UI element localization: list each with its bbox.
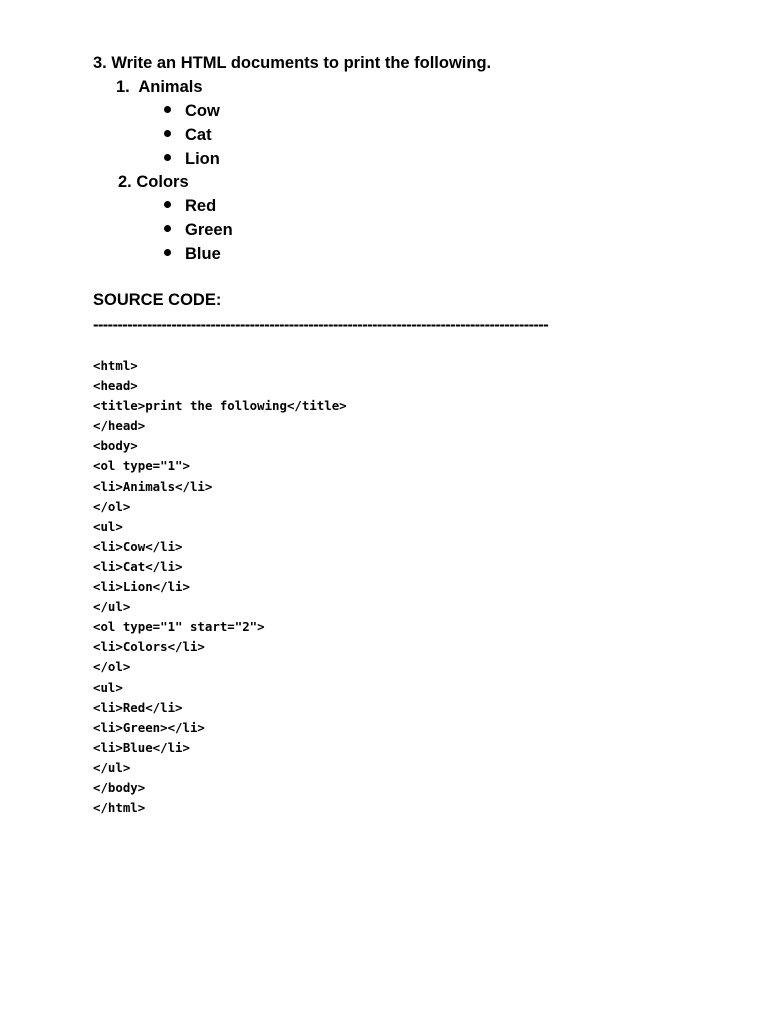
list-number: 2. xyxy=(118,173,132,191)
bullet-item-red xyxy=(164,194,216,218)
source-code-heading: SOURCE CODE: xyxy=(93,291,222,309)
numbered-item-colors xyxy=(118,170,189,194)
code-line: </body> xyxy=(93,779,146,795)
code-line: <li>Colors</li> xyxy=(93,639,205,655)
code-line: </ul> xyxy=(93,599,131,615)
separator-line: --------------------------------------------------------------------------------------------- xyxy=(93,316,549,334)
code-line: <head> xyxy=(93,378,138,394)
bullet-label: Cat xyxy=(185,126,212,144)
numbered-item-animals xyxy=(116,75,203,99)
bullet-item-green xyxy=(164,218,233,242)
bullet-label: Green xyxy=(185,221,233,239)
bullet-icon xyxy=(164,201,171,208)
code-line: <ul> xyxy=(93,679,123,695)
bullet-icon xyxy=(164,106,171,113)
bullet-icon xyxy=(164,130,171,137)
code-line: <li>Blue</li> xyxy=(93,739,190,755)
code-line: <body> xyxy=(93,438,138,454)
code-line: <ol type="1" start="2"> xyxy=(93,619,265,635)
bullet-item-blue xyxy=(164,242,221,266)
bullet-item-cow xyxy=(164,99,220,123)
code-line: </ol> xyxy=(93,498,131,514)
code-line: <ul> xyxy=(93,518,123,534)
code-line: <li>Green></li> xyxy=(93,719,205,735)
list-number: 1. xyxy=(116,78,130,96)
code-line: <li>Cat</li> xyxy=(93,558,183,574)
list-label: Animals xyxy=(138,78,203,96)
question-heading: 3. Write an HTML documents to print the following. xyxy=(93,54,492,72)
bullet-label: Blue xyxy=(185,245,221,263)
list-label: Colors xyxy=(136,173,189,191)
code-line: <li>Animals</li> xyxy=(93,478,213,494)
code-line: <title>print the following</title> xyxy=(93,398,347,414)
bullet-label: Red xyxy=(185,197,217,215)
bullet-icon xyxy=(164,154,171,161)
code-line: <html> xyxy=(93,358,138,373)
code-line: <li>Cow</li> xyxy=(93,538,183,554)
code-line: <ol type="1"> xyxy=(93,458,190,474)
code-line: </ol> xyxy=(93,659,131,675)
code-line: <li>Lion</li> xyxy=(93,579,190,595)
bullet-label: Lion xyxy=(185,150,220,168)
code-block xyxy=(93,356,347,818)
bullet-item-lion xyxy=(164,147,220,171)
bullet-item-cat xyxy=(164,123,212,147)
bullet-icon xyxy=(164,249,171,256)
bullet-icon xyxy=(164,225,171,232)
code-line: </ul> xyxy=(93,759,131,775)
code-line: <li>Red</li> xyxy=(93,699,183,715)
code-line: </html> xyxy=(93,800,146,816)
bullet-label: Cow xyxy=(185,102,220,120)
code-line: </head> xyxy=(93,418,146,434)
